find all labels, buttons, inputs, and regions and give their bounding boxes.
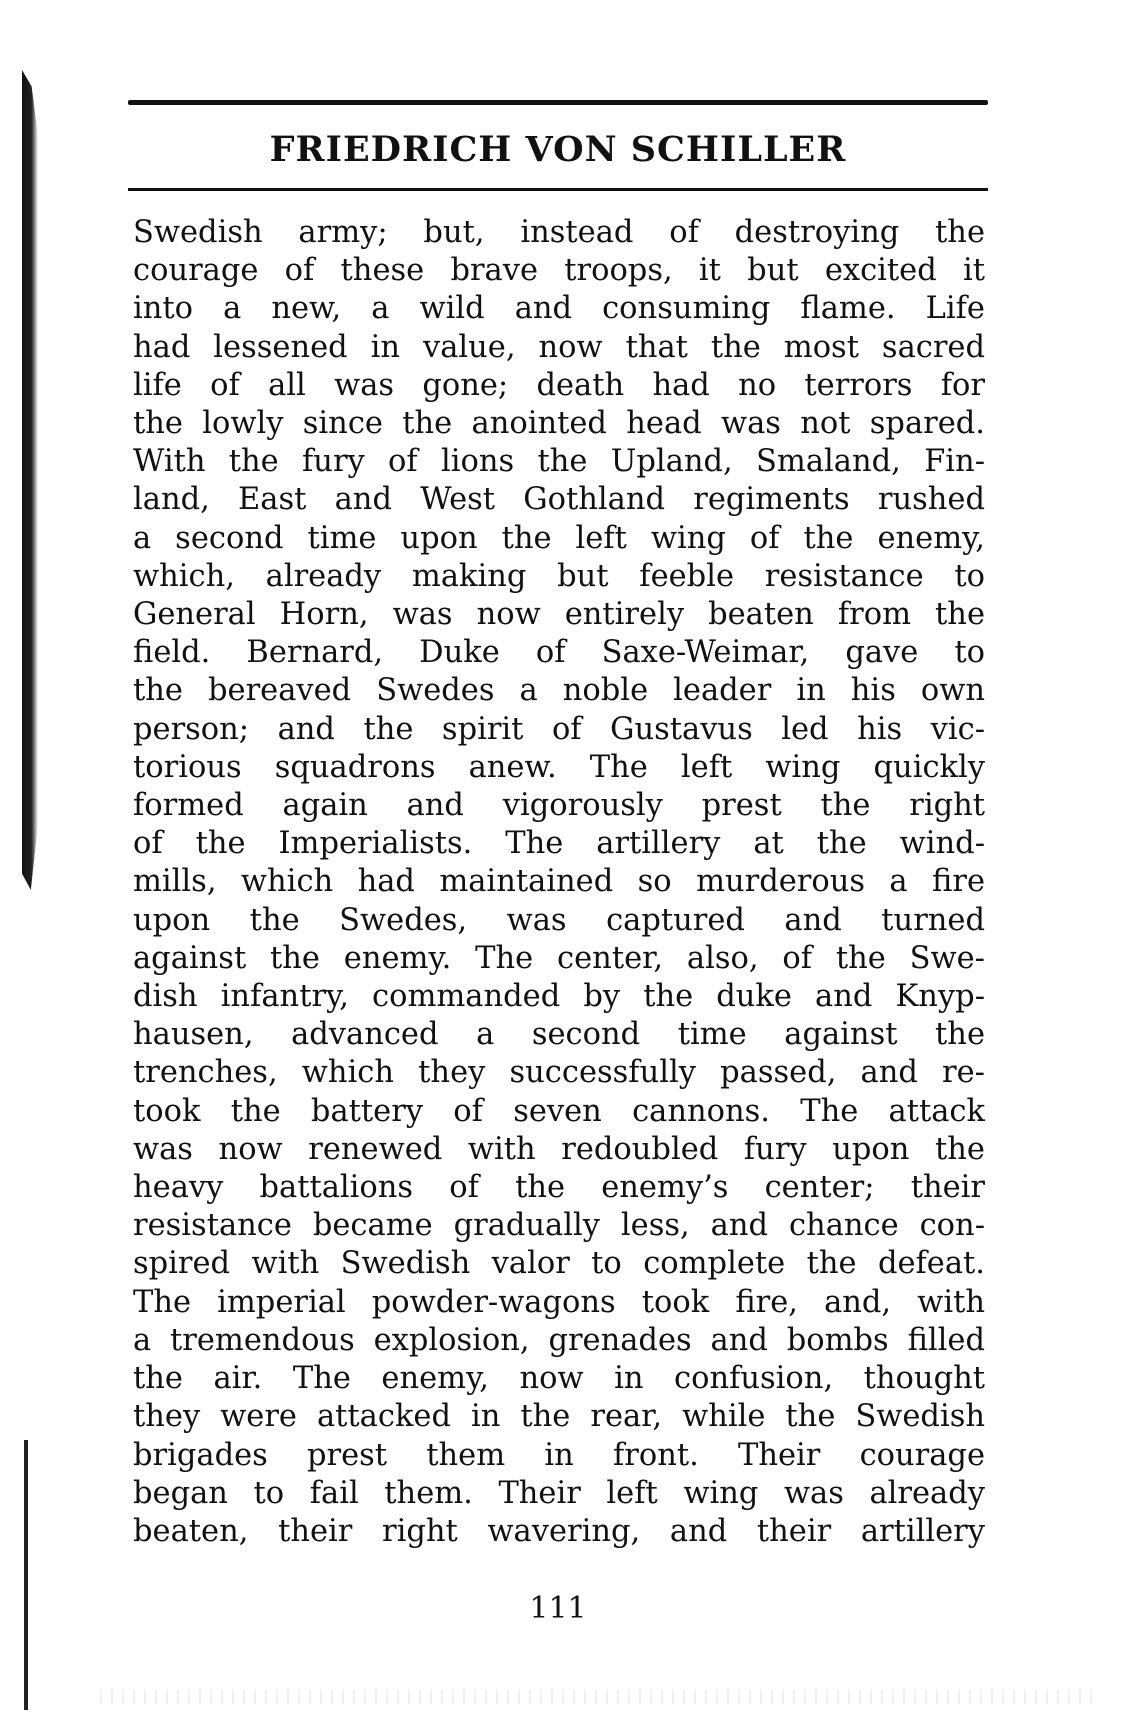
text-line: person; and the spirit of Gustavus led his vic-: [133, 711, 985, 747]
text-line: which, already making but feeble resistance to: [133, 558, 985, 594]
text-line: upon the Swedes, was captured and turned: [133, 902, 985, 938]
text-line: of the Imperialists. The artillery at the wind-: [133, 826, 985, 862]
text-line: life of all was gone; death had no terrors for: [133, 367, 985, 403]
text-line: took the battery of seven cannons. The attack: [133, 1093, 985, 1129]
text-line: was now renewed with redoubled fury upon the: [133, 1131, 985, 1167]
text-line: beaten, their right wavering, and their artillery: [133, 1513, 985, 1549]
text-line: into a new, a wild and consuming flame. Life: [133, 291, 985, 327]
text-line: heavy battalions of the enemy’s center; their: [133, 1170, 985, 1206]
text-line: a tremendous explosion, grenades and bombs filled: [133, 1322, 985, 1358]
text-line: formed again and vigorously prest the right: [133, 788, 985, 824]
text-line: the lowly since the anointed head was not spared.: [133, 406, 985, 442]
binding-shadow-lower: [24, 1440, 28, 1710]
text-line: land, East and West Gothland regiments rushed: [133, 482, 985, 518]
text-line: spired with Swedish valor to complete the defeat.: [133, 1246, 985, 1282]
binding-shadow: [22, 70, 38, 890]
text-line: dish infantry, commanded by the duke and Knyp-: [133, 979, 985, 1015]
text-line: against the enemy. The center, also, of the Swe-: [133, 940, 985, 976]
header-rule-top: [128, 100, 988, 105]
text-line: the air. The enemy, now in confusion, thought: [133, 1361, 985, 1397]
text-line: they were attacked in the rear, while the Swedish: [133, 1399, 985, 1435]
text-line: Swedish army; but, instead of destroying the: [133, 215, 985, 250]
text-line: resistance became gradually less, and chance con-: [133, 1208, 985, 1244]
text-line: a second time upon the left wing of the enemy,: [133, 520, 985, 556]
page-number: 111: [529, 1591, 587, 1626]
text-line: With the fury of lions the Upland, Smaland, Fin-: [133, 444, 985, 480]
text-line: brigades prest them in front. Their courage: [133, 1437, 985, 1473]
text-line: courage of these brave troops, it but excited it: [133, 253, 985, 289]
scan-noise: [100, 1690, 1100, 1704]
text-line: torious squadrons anew. The left wing quickly: [133, 749, 985, 785]
text-line: hausen, advanced a second time against the: [133, 1017, 985, 1053]
body-text: [133, 214, 985, 1551]
running-title: FRIEDRICH VON SCHILLER: [269, 129, 847, 170]
text-line: began to fail them. Their left wing was already: [133, 1475, 985, 1511]
text-line: field. Bernard, Duke of Saxe-Weimar, gave to: [133, 635, 985, 671]
text-line: the bereaved Swedes a noble leader in his own: [133, 673, 985, 709]
text-line: trenches, which they successfully passed, and re-: [133, 1055, 985, 1091]
text-line: mills, which had maintained so murderous a fire: [133, 864, 985, 900]
text-line: The imperial powder-wagons took fire, and, with: [133, 1284, 985, 1320]
text-line: had lessened in value, now that the most sacred: [133, 329, 985, 365]
text-line: General Horn, was now entirely beaten from the: [133, 597, 985, 633]
header-rule-bottom: [128, 188, 988, 191]
